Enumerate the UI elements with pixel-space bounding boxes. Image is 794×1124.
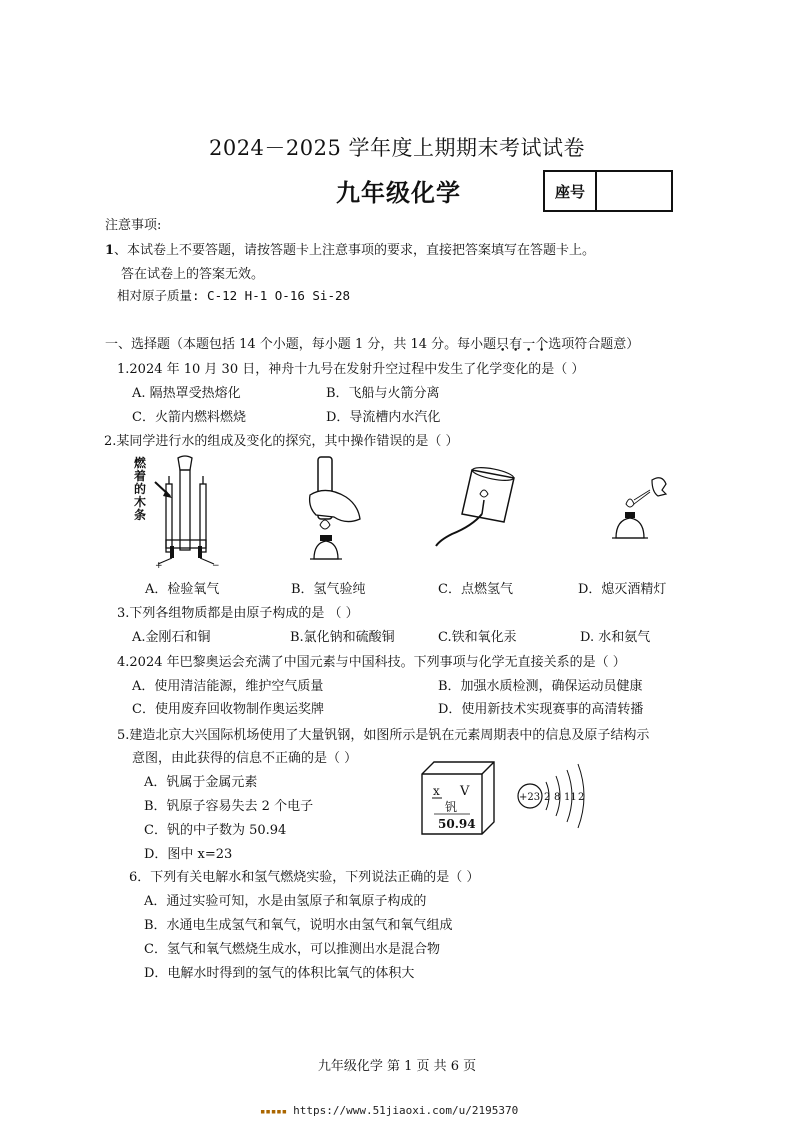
q4-option-d: D．使用新技术实现赛事的高清转播 [438, 702, 644, 717]
shell-4-electrons: 2 [578, 792, 585, 803]
source-url-text: https://www.51jiaoxi.com/u/2195370 [293, 1104, 519, 1117]
exam-subject: 九年级化学 [336, 178, 461, 207]
section-1-intro [105, 333, 639, 352]
q6-option-b: B．水通电生成氢气和氧气，说明水由氢气和氧气组成 [144, 918, 453, 933]
emphasis-char: 个 [535, 337, 549, 352]
q3-stem: 3.下列各组物质都是由原子构成的是 （ ） [117, 606, 359, 621]
q5-option-b: B．钒原子容易失去 2 个电子 [144, 799, 314, 814]
q5-option-c: C．钒的中子数为 50.94 [144, 823, 287, 838]
page-footer: 九年级化学 第 1 页 共 6 页 [317, 1059, 477, 1074]
q6-stem: 6．下列有关电解水和氢气燃烧实验，下列说法正确的是（ ） [129, 870, 480, 885]
source-url[interactable] [260, 1104, 518, 1117]
notes-item-1 [105, 239, 595, 258]
hydrogen-purity-test-figure [296, 455, 366, 570]
q4-option-b: B．加强水质检测，确保运动员健康 [438, 679, 643, 694]
emphasis-char: 有 [509, 337, 523, 352]
q6-option-a: A．通过实验可知，水是由氢原子和氧原子构成的 [144, 894, 427, 909]
q2-option-a: A．检验氧气 [145, 582, 220, 597]
q3-option-d: D. 水和氨气 [580, 630, 651, 645]
vanadium-element-card [420, 760, 496, 836]
hydrogen-combustion-figure [432, 460, 522, 550]
shell-2-electrons: 8 [554, 792, 561, 803]
svg-text:+: + [155, 561, 163, 571]
seat-number-label: 座号 [545, 172, 597, 210]
svg-text:−: − [212, 561, 220, 571]
element-atomic-mass: 50.94 [438, 817, 476, 831]
q3-option-c: C.铁和氧化汞 [438, 630, 517, 645]
q3-option-b: B.氯化钠和硫酸铜 [290, 630, 395, 645]
q2-option-d: D．熄灭酒精灯 [578, 582, 667, 597]
q1-option-c: C．火箭内燃料燃烧 [132, 410, 246, 425]
q4-stem: 4.2024 年巴黎奥运会充满了中国元素与中国科技。下列事项与化学无直接关系的是（ ） [117, 655, 626, 670]
vanadium-atom-structure [510, 758, 600, 838]
q4-option-a: A．使用清洁能源，维护空气质量 [132, 679, 324, 694]
shell-1-electrons: 2 [544, 792, 551, 803]
element-symbol: V [460, 784, 470, 799]
watermark-icon: ▪▪▪▪▪ [260, 1107, 288, 1117]
notes-item-number: 1 [105, 243, 115, 258]
q6-option-c: C．氢气和氧气燃烧生成水，可以推测出水是混合物 [144, 942, 440, 957]
q4-option-c: C．使用废弃回收物制作奥运奖牌 [132, 702, 324, 717]
emphasis-char: 一 [522, 337, 536, 352]
q1-option-a: A. 隔热罩受热熔化 [132, 386, 241, 401]
q2-option-b: B．氢气验纯 [291, 582, 366, 597]
q3-option-a: A.金刚石和铜 [132, 630, 211, 645]
section-intro-text-end: 选项符合题意） [548, 337, 640, 352]
burning-splint-label: 燃着的木条 [134, 456, 147, 522]
q2-option-c: C．点燃氢气 [438, 582, 513, 597]
q1-option-b: B．飞船与火箭分离 [326, 386, 440, 401]
element-name: 钒 [445, 800, 458, 814]
q2-stem: 2.某同学进行水的组成及变化的探究，其中操作错误的是（ ） [104, 434, 459, 449]
q6-option-d: D．电解水时得到的氢气的体积比氧气的体积大 [144, 966, 415, 981]
notes-item-text: 、本试卷上不要答题，请按答题卡上注意事项的要求，直接把答案填写在答题卡上。 [114, 243, 596, 258]
extinguish-alcohol-lamp-figure [600, 470, 680, 550]
shell-3-electrons: 11 [564, 792, 577, 803]
exam-title: 2024－2025 学年度上期期末考试试卷 [208, 136, 586, 160]
seat-number-field[interactable] [597, 172, 671, 210]
seat-number-box [543, 170, 673, 212]
atomic-mass-line: 相对原子质量: C-12 H-1 O-16 Si-28 [117, 288, 351, 303]
q1-option-d: D．导流槽内水汽化 [326, 410, 441, 425]
section-intro-text: 一、选择题（本题包括 14 个小题，每小题 1 分，共 14 分。每小题 [105, 337, 497, 352]
element-atomic-number: x [433, 784, 440, 798]
q5-option-d: D．图中 x=23 [144, 847, 233, 862]
notes-item-1-cont: 答在试卷上的答案无效。 [121, 267, 265, 282]
q5-stem-line1: 5.建造北京大兴国际机场使用了大量钒钢，如图所示是钒在元素周期表中的信息及原子结构示 [117, 728, 650, 743]
q5-option-a: A．钒属于金属元素 [144, 775, 258, 790]
notes-heading: 注意事项: [105, 218, 162, 233]
emphasis-char: 只 [496, 337, 510, 352]
q5-stem-line2: 意图，由此获得的信息不正确的是（ ） [132, 751, 358, 766]
nucleus-charge: +23 [519, 792, 541, 803]
q1-stem: 1.2024 年 10 月 30 日，神舟十九号在发射升空过程中发生了化学变化的是（ ） [117, 362, 585, 377]
